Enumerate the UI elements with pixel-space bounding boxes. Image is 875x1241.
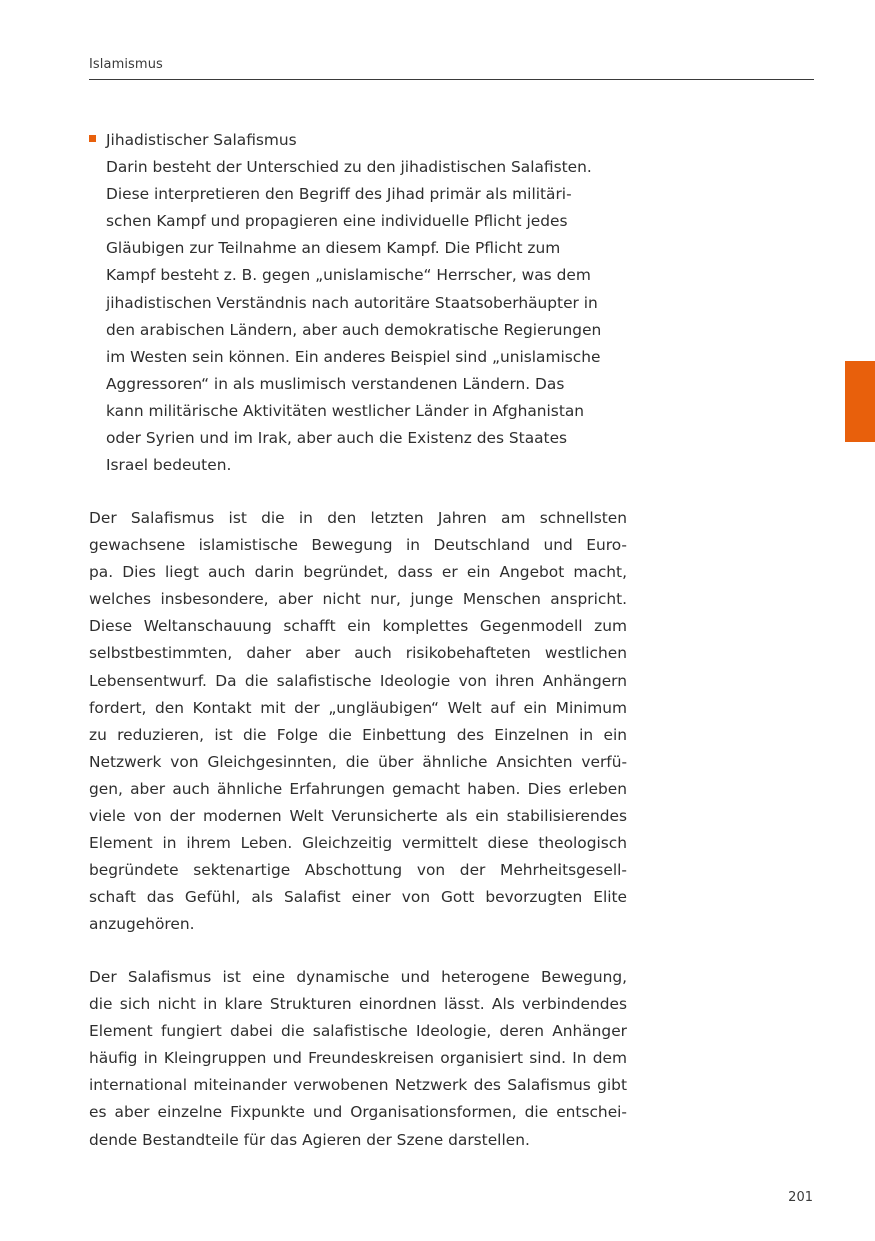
paragraph-line: gen, aber auch ähnliche Erfahrungen gemacht haben. Dies erleben bbox=[89, 779, 627, 798]
paragraph-line: häufig in Kleingruppen und Freundeskreisen organisiert sind. In dem bbox=[89, 1049, 627, 1068]
paragraph-line: es aber einzelne Fixpunkte und Organisationsformen, die entschei- bbox=[89, 1103, 627, 1122]
bullet-square-icon bbox=[89, 135, 96, 142]
bullet-text bbox=[106, 127, 626, 479]
paragraph-line: Der Salafismus ist eine dynamische und heterogene Bewegung, bbox=[89, 968, 627, 986]
bullet-line: den arabischen Ländern, aber auch demokratische Regierungen bbox=[106, 320, 602, 339]
header-rule bbox=[89, 79, 814, 80]
paragraph-line: Diese Weltanschauung schafft ein komplettes Gegenmodell zum bbox=[89, 617, 627, 636]
bullet-line: Gläubigen zur Teilnahme an diesem Kampf. Die Pflicht zum bbox=[106, 239, 561, 258]
bullet-line: im Westen sein können. Ein anderes Beispiel sind „unislamische bbox=[106, 347, 601, 366]
paragraph-line: anzugehören. bbox=[89, 915, 195, 934]
paragraph-line: begründete sektenartige Abschottung von der Mehrheitsgesell- bbox=[89, 861, 627, 880]
bullet-line: oder Syrien und im Irak, aber auch die Existenz des Staates bbox=[106, 429, 568, 448]
bullet-line: Aggressoren“ in als muslimisch verstandenen Ländern. Das bbox=[106, 374, 565, 393]
paragraph-line: die sich nicht in klare Strukturen einordnen lässt. Als verbindendes bbox=[89, 995, 627, 1014]
bullet-line: Diese interpretieren den Begriff des Jihad primär als militäri- bbox=[106, 185, 572, 204]
page-number: 201 bbox=[788, 1190, 813, 1205]
paragraph-line: dende Bestandteile für das Agieren der Szene darstellen. bbox=[89, 1130, 530, 1149]
paragraph-line: schaft das Gefühl, als Salafist einer von Gott bevorzugten Elite bbox=[89, 888, 627, 907]
paragraph-line: gewachsene islamistische Bewegung in Deutschland und Euro- bbox=[89, 536, 627, 555]
body-paragraph bbox=[89, 964, 627, 1154]
paragraph-line: Der Salafismus ist die in den letzten Jahren am schnellsten bbox=[89, 509, 627, 527]
paragraph-line: zu reduzieren, ist die Folge die Einbettung des Einzelnen in ein bbox=[89, 725, 627, 744]
paragraph-line: welches insbesondere, aber nicht nur, junge Menschen anspricht. bbox=[89, 590, 627, 609]
paragraph-line: Lebensentwurf. Da die salafistische Ideologie von ihren Anhängern bbox=[89, 671, 627, 690]
running-head: Islamismus bbox=[89, 57, 163, 72]
bullet-line: schen Kampf und propagieren eine individuelle Pflicht jedes bbox=[106, 212, 568, 231]
bullet-line: jihadistischen Verständnis nach autoritäre Staatsoberhäupter in bbox=[106, 293, 598, 312]
bullet-line: kann militärische Aktivitäten westlicher Länder in Afghanistan bbox=[106, 401, 585, 420]
paragraph-line: selbstbestimmten, daher aber auch risikobehafteten westlichen bbox=[89, 644, 627, 663]
bullet-line: Darin besteht der Unterschied zu den jihadistischen Salafisten. bbox=[106, 158, 592, 177]
chapter-side-tab bbox=[845, 361, 875, 442]
paragraph-line: Element in ihrem Leben. Gleichzeitig vermittelt diese theologisch bbox=[89, 834, 627, 853]
paragraph-line: international miteinander verwobenen Netzwerk des Salafismus gibt bbox=[89, 1076, 627, 1095]
bullet-line: Israel bedeuten. bbox=[106, 456, 232, 475]
paragraph-line: viele von der modernen Welt Verunsicherte als ein stabilisierendes bbox=[89, 807, 627, 826]
paragraph-line: Element fungiert dabei die salafistische Ideologie, deren Anhänger bbox=[89, 1022, 627, 1041]
paragraph-line: pa. Dies liegt auch darin begründet, dass er ein Angebot macht, bbox=[89, 563, 627, 582]
body-paragraph bbox=[89, 505, 627, 939]
paragraph-line: Netzwerk von Gleichgesinnten, die über ähnliche Ansichten verfü- bbox=[89, 752, 627, 771]
paragraph-line: fordert, den Kontakt mit der „ungläubigen“ Welt auf ein Minimum bbox=[89, 698, 627, 717]
bullet-line: Kampf besteht z. B. gegen „unislamische“ Herrscher, was dem bbox=[106, 266, 591, 285]
bullet-heading: Jihadistischer Salafismus bbox=[106, 131, 297, 149]
